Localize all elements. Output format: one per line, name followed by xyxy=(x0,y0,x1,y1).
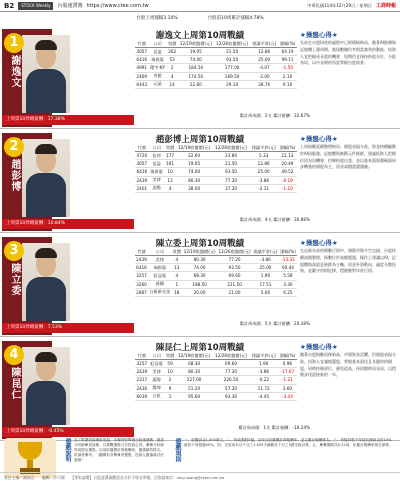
table-cell: 80.30 xyxy=(176,368,213,376)
table-cell: 虹冠電 xyxy=(148,272,172,280)
table-cell: 161 xyxy=(166,161,175,167)
table-cell: -13.33 xyxy=(279,256,297,264)
page-footer: 責任主編／謝沛宜 編輯／許可穎 【專家論壇】台股速湧賽歡迎各方好手報名參賽，洽詢請來信：shuji.wang@ctee.com.tw xyxy=(0,472,400,482)
table-cell: 20.49 xyxy=(278,160,297,168)
insight-title: ★操盤心得★ xyxy=(300,135,338,143)
table-cell: 22.60 xyxy=(176,152,213,160)
cumulative-result: 累計周成績：4支 累計報酬：30.86% xyxy=(239,217,310,222)
table-cell: -1.50 xyxy=(278,64,297,72)
table-row xyxy=(135,176,297,184)
table-cell: 184.50 xyxy=(178,64,214,72)
table-cell: 226.50 xyxy=(213,376,250,384)
table-cell: 1 xyxy=(164,392,175,400)
weekly-change: 台股上周漲幅3.10% xyxy=(136,16,178,21)
analyst-photo xyxy=(22,35,70,113)
insight-text: 在這新年前的倒數行情中，國際市場多空交錯，台股持續高檔整理，指數位於高檔震盪，操作上建議以AI、記憶體與高股息族群為主軸，留意外資動向，適度分散投資，並嚴守停損紀律，穩健應對年底行情。 xyxy=(300,248,396,274)
analyst-section xyxy=(0,25,400,128)
rules-heading-2: 遊戲規則 xyxy=(174,438,181,462)
table-cell: 57.20 xyxy=(213,384,250,392)
rules-heading-1: 遊戲說明 xyxy=(64,438,71,462)
table-cell: 12 xyxy=(164,176,175,184)
table-cell: 18 xyxy=(172,288,183,296)
col-header: 公司 xyxy=(148,40,166,48)
site-url[interactable]: https://www.ctee.com.tw xyxy=(86,2,149,9)
table-cell: 12.86 xyxy=(250,48,278,56)
table-cell: 鴻海 xyxy=(149,376,165,384)
table-cell: 77.20 xyxy=(213,176,250,184)
analyst-section xyxy=(0,129,400,232)
table-cell: 77.20 xyxy=(217,256,252,264)
table-cell: 51.20 xyxy=(176,384,213,392)
col-header: 買價 xyxy=(167,40,177,46)
return-banner: 上周第10周總報酬：10.84% xyxy=(2,219,134,229)
table-cell: 28.76 xyxy=(250,80,278,88)
col-header: 12/26收盤價(元) xyxy=(213,352,250,360)
table-cell: 9.10 xyxy=(278,80,297,88)
table-cell: 93.50 xyxy=(213,168,250,176)
table-row xyxy=(135,288,297,296)
insight-title: ★操盤心得★ xyxy=(300,31,338,39)
table-cell: 19.05 xyxy=(178,48,214,56)
analyst-photo xyxy=(22,243,70,321)
table-cell: 2.10 xyxy=(278,72,297,80)
table-cell: 99.11 xyxy=(278,56,297,64)
table-row xyxy=(135,392,297,400)
cumulative-result: 累計周成績：5支 累計報酬：20.38% xyxy=(239,321,310,326)
table-cell: 74.00 xyxy=(182,264,217,272)
table-cell: 2439 xyxy=(136,369,148,375)
table-cell: 25.00 xyxy=(250,56,278,64)
table-cell: 12.86 xyxy=(249,160,277,168)
table-row xyxy=(135,256,297,264)
table-cell: 昆盈 xyxy=(149,160,165,168)
brand-badge: STOCK Weekly xyxy=(18,2,53,10)
table-cell: 1.90 xyxy=(252,272,279,280)
table-cell: 瑞祺電 xyxy=(148,56,166,64)
col-header: 12/19收盤價(元) xyxy=(178,40,214,48)
market-summary xyxy=(0,13,400,23)
section-title: 陳昆仁上周第10周戰績 xyxy=(155,343,245,353)
table-cell: 4 xyxy=(164,184,175,192)
page-header xyxy=(0,0,400,12)
table-cell: 80.30 xyxy=(182,256,217,264)
rank-badge: 1 xyxy=(4,33,24,53)
table-row xyxy=(135,384,297,392)
table-cell: 奇鋐 xyxy=(148,72,166,80)
col-header: 12/19收盤價(元) xyxy=(183,248,216,254)
col-header: 12/26收盤價(元) xyxy=(213,144,250,152)
table-cell: 5.58 xyxy=(279,272,297,280)
insight-text: 上周指數延續整理格局，個股表現分歧，資金持續輪動於AI伺服器、記憶體與被動元件族群，建議投資人把握拉回布局機會，控制持股比重，並以基本面與籌碼面同步轉強的個股為主，留意高檔震盪風險。 xyxy=(300,144,396,170)
table-cell: 2 xyxy=(167,64,178,72)
analyst-name: 趙彭博 xyxy=(9,159,20,192)
rank-badge: 4 xyxy=(4,345,24,365)
table-cell: 0.96 xyxy=(278,360,297,368)
table-cell: 53 xyxy=(167,56,178,64)
table-cell: 188.50 xyxy=(182,280,217,288)
col-header: 買價 xyxy=(172,248,182,254)
picks-table xyxy=(135,40,297,89)
section-title: 謝逸文上周第10周戰績 xyxy=(155,31,245,41)
table-cell: 台新新光金 xyxy=(148,288,172,296)
table-cell: 瑞祺電 xyxy=(148,264,172,272)
table-cell: 6.25 xyxy=(279,288,297,296)
table-cell: 21.50 xyxy=(214,48,250,56)
rank-badge: 3 xyxy=(4,241,24,261)
table-row xyxy=(135,360,297,368)
return-banner: 上周第10周總報酬：17.38% xyxy=(2,115,134,125)
insight-title: ★操盤心得★ xyxy=(300,239,338,247)
insight-text: 隨著台股指數再創新高，市場資金活躍，但個股表現分歧，投資人宜謹慎選股，掌握基本面佳且具題材的個股，同時控制部位，避免追高，待回檔時再布局，以穩健步伐迎接新的一年。 xyxy=(300,352,396,378)
table-cell: 昆盈 xyxy=(148,48,166,56)
picks-table xyxy=(135,352,297,401)
rules-text-2: 一、虛擬資金1,000萬元。二、每周選股5檔，以周五收盤價計算報酬率，並以累計報酬排名。三、每檔持股不得低於總資金的10%，最高不得超過40%。四、交易成本以千分之1.425手續費及千分之3證交稅計算。五、參賽期間共計12周，依累計報酬率排名頒獎。 xyxy=(184,438,396,447)
table-row xyxy=(135,152,297,160)
table-cell: 69.60 xyxy=(217,272,252,280)
table-cell: 95.60 xyxy=(176,392,213,400)
table-cell: 13 xyxy=(172,264,183,272)
table-row xyxy=(135,56,297,64)
table-cell: 37.20 xyxy=(213,184,250,192)
table-cell: 221.50 xyxy=(217,280,252,288)
table-cell: 美律 xyxy=(149,176,165,184)
table-cell: 2430 xyxy=(136,385,148,391)
table-cell: 3257 xyxy=(136,273,147,279)
col-header: 12/19收盤價(元) xyxy=(176,352,213,360)
table-cell: -4.45 xyxy=(249,392,277,400)
table-cell: -17.67 xyxy=(278,368,297,376)
table-cell: -2.00 xyxy=(250,72,278,80)
table-cell: 6416 xyxy=(136,57,148,63)
table-cell: 2 xyxy=(164,376,175,384)
table-cell: 68.30 xyxy=(182,272,217,280)
table-cell: 2439 xyxy=(136,257,147,263)
col-header: 建議平倉(元) xyxy=(249,352,277,360)
table-cell: 177.00 xyxy=(214,64,250,72)
table-cell: 59 xyxy=(164,360,175,368)
table-cell: 77.20 xyxy=(213,368,250,376)
analyst-photo xyxy=(22,139,70,217)
table-cell: 262 xyxy=(168,49,177,55)
col-header: 代號 xyxy=(135,248,148,256)
table-cell: 25.00 xyxy=(249,168,277,176)
col-header: 漲幅(%) xyxy=(279,40,296,46)
table-row xyxy=(135,264,297,272)
table-cell: 21.50 xyxy=(213,160,250,168)
table-cell: -4.07 xyxy=(250,64,278,72)
col-header: 漲幅(%) xyxy=(279,144,296,150)
table-cell: 9 xyxy=(164,384,175,392)
table-cell: 23.80 xyxy=(213,152,250,160)
table-cell: -3.86 xyxy=(249,368,277,376)
table-cell: 19.05 xyxy=(176,160,213,168)
table-cell: 威剛 xyxy=(148,280,172,288)
table-cell: 4 xyxy=(167,72,178,80)
table-cell: 佳邦 xyxy=(149,152,165,160)
table-cell: 93.30 xyxy=(213,392,250,400)
table-cell: 11.72 xyxy=(249,384,277,392)
table-row xyxy=(135,80,297,88)
table-row xyxy=(135,64,297,72)
table-row xyxy=(135,168,297,176)
page-number: B2 xyxy=(4,1,15,10)
col-header: 代號 xyxy=(135,144,149,152)
table-row xyxy=(135,160,297,168)
picks-table xyxy=(135,248,297,297)
return-banner: 上周第10周總報酬：-0.45% xyxy=(2,427,134,437)
col-header: 公司 xyxy=(148,248,172,256)
table-cell: -0.22 xyxy=(249,376,277,384)
col-header: 買價 xyxy=(165,144,175,150)
paper-logo: 工商時報 xyxy=(375,3,396,9)
table-cell: 14 xyxy=(167,80,178,88)
table-cell: 74.00 xyxy=(176,168,213,176)
table-cell: 2409 xyxy=(136,73,148,79)
table-cell: 93.50 xyxy=(217,264,252,272)
table-cell: 69.60 xyxy=(213,360,250,368)
table-cell: 21.00 xyxy=(217,288,252,296)
table-row xyxy=(135,368,297,376)
picks-table xyxy=(135,144,297,193)
col-header: 建議平倉(元) xyxy=(252,40,277,46)
table-cell: 4991 xyxy=(136,65,148,71)
table-cell: -3.86 xyxy=(249,176,277,184)
table-cell: 2401 xyxy=(136,185,148,191)
table-cell: 17.51 xyxy=(252,280,279,288)
analyst-name: 陳立委 xyxy=(9,263,20,296)
table-cell: -1.10 xyxy=(278,184,297,192)
table-cell: 227.00 xyxy=(176,376,213,384)
table-row xyxy=(135,72,297,80)
table-row xyxy=(135,272,297,280)
table-cell: 3.60 xyxy=(278,384,297,392)
col-header: 代號 xyxy=(135,352,149,360)
table-row xyxy=(135,376,297,384)
section-title: 趙彭博上周第10周戰績 xyxy=(155,135,245,145)
cumulative-change: 台股前10周累計漲幅4.78% xyxy=(207,16,264,21)
table-cell: 25.00 xyxy=(252,264,279,272)
table-cell: 環宇-KY xyxy=(148,64,166,72)
table-cell: 2439 xyxy=(136,177,148,183)
table-cell: 1 xyxy=(172,280,183,288)
table-cell: 177 xyxy=(166,153,175,159)
table-cell: 169.50 xyxy=(214,72,250,80)
col-header: 買價 xyxy=(165,352,175,358)
table-cell: 5.33 xyxy=(249,152,277,160)
rank-badge: 2 xyxy=(4,137,24,157)
table-cell: 10 xyxy=(164,168,175,176)
table-cell: 4720 xyxy=(136,153,148,159)
table-cell: -3.86 xyxy=(252,256,279,264)
table-cell: 60.44 xyxy=(279,264,297,272)
col-header: 12/26收盤價(元) xyxy=(218,248,251,254)
table-cell: 4 xyxy=(172,272,183,280)
col-header: 12/26收盤價(元) xyxy=(214,40,250,48)
table-cell: 6443 xyxy=(136,81,148,87)
col-header: 漲幅(%) xyxy=(279,352,296,358)
analyst-name: 謝逸文 xyxy=(9,55,20,88)
table-cell: 3057 xyxy=(136,49,148,55)
return-banner: 上周第10周總報酬：7.53% xyxy=(2,323,134,333)
table-cell: 80.30 xyxy=(176,176,213,184)
table-cell: 93.50 xyxy=(214,56,250,64)
section-title: 陳立委上周第10周戰績 xyxy=(155,239,245,249)
table-cell: 6039 xyxy=(136,393,148,399)
table-row xyxy=(135,280,297,288)
table-cell: 49.52 xyxy=(278,168,297,176)
cumulative-result: 累計周成績：2支 累計報酬：32.67% xyxy=(239,113,310,118)
table-cell: 38.00 xyxy=(176,184,213,192)
table-cell: -0.19 xyxy=(278,176,297,184)
table-cell: 虹冠電 xyxy=(149,360,165,368)
table-cell: 3257 xyxy=(136,361,148,367)
col-header: 12/19收盤價(元) xyxy=(176,144,213,152)
table-row xyxy=(135,48,297,56)
col-header: 建議平倉(元) xyxy=(253,248,278,254)
table-cell: 174.50 xyxy=(178,72,214,80)
table-cell: 元晶 xyxy=(148,80,166,88)
table-cell: 4 xyxy=(172,256,183,264)
table-cell: 10 xyxy=(164,368,175,376)
publish-date: 中華民國114年12月29日／星期日 xyxy=(307,2,372,8)
insight-title: ★操盤心得★ xyxy=(300,343,338,351)
cumulative-result: 累計周成績：1支 累計報酬：-18.24% xyxy=(238,425,310,430)
table-cell: 5.00 xyxy=(252,288,279,296)
col-header: 公司 xyxy=(149,144,165,152)
table-cell: 29.10 xyxy=(214,80,250,88)
analyst-section xyxy=(0,233,400,336)
table-cell: 1.90 xyxy=(249,360,277,368)
table-cell: 22.60 xyxy=(178,80,214,88)
table-cell: 瑞祺電 xyxy=(149,168,165,176)
table-cell: 6416 xyxy=(136,265,147,271)
table-cell: 2887 xyxy=(136,289,147,295)
col-header: 建議平倉(元) xyxy=(249,144,277,152)
table-cell: -2.11 xyxy=(249,184,277,192)
table-cell: 燦坤 xyxy=(149,384,165,392)
analyst-section xyxy=(0,337,400,440)
table-cell: 凌陽 xyxy=(149,184,165,192)
analyst-name: 陳昆仁 xyxy=(9,367,20,400)
table-cell: 64.19 xyxy=(278,48,297,56)
table-cell: 68.30 xyxy=(176,360,213,368)
table-cell: 台虹 xyxy=(149,392,165,400)
col-header: 漲幅(%) xyxy=(280,248,296,254)
table-cell: 2317 xyxy=(136,377,148,383)
table-cell: 74.00 xyxy=(178,56,214,64)
table-cell: 20.00 xyxy=(182,288,217,296)
col-header: 代號 xyxy=(135,40,148,48)
insight-text: 先前在台股探底的過程中已經積極佈局，隨著AI熱潮與記憶體上漲周期，集保數據仍有相當強勁的動能，投資人宜把握成長股的機會，短期仍宜保持持股水位，分批布局，以中長期的角度掌握台股前景。 xyxy=(300,40,396,66)
table-cell: -1.21 xyxy=(278,376,297,384)
table-cell: 22.13 xyxy=(278,152,297,160)
section-name: 台股速湧賽 xyxy=(57,3,83,9)
table-cell: 3260 xyxy=(136,281,147,287)
col-header: 公司 xyxy=(149,352,165,360)
table-cell: 美律 xyxy=(149,368,165,376)
rules-text-1: 為了推廣投資理財風氣，本報特別舉辦台股速湧賽，邀請分析師參加周賽，以實戰選股分享投資心得。參賽分析師每周提出選股，以周收盤價計算報酬率，累積績效排名，供讀者參考。（觀賽但非參賽者選股，投資人應審慎評估風險） xyxy=(74,438,164,462)
analyst-photo xyxy=(22,347,70,425)
table-row xyxy=(135,184,297,192)
table-cell: 3.30 xyxy=(279,280,297,288)
table-cell: 美律 xyxy=(148,256,172,264)
table-cell: -3.43 xyxy=(278,392,297,400)
table-cell: 6416 xyxy=(136,169,148,175)
table-cell: 3057 xyxy=(136,161,148,167)
